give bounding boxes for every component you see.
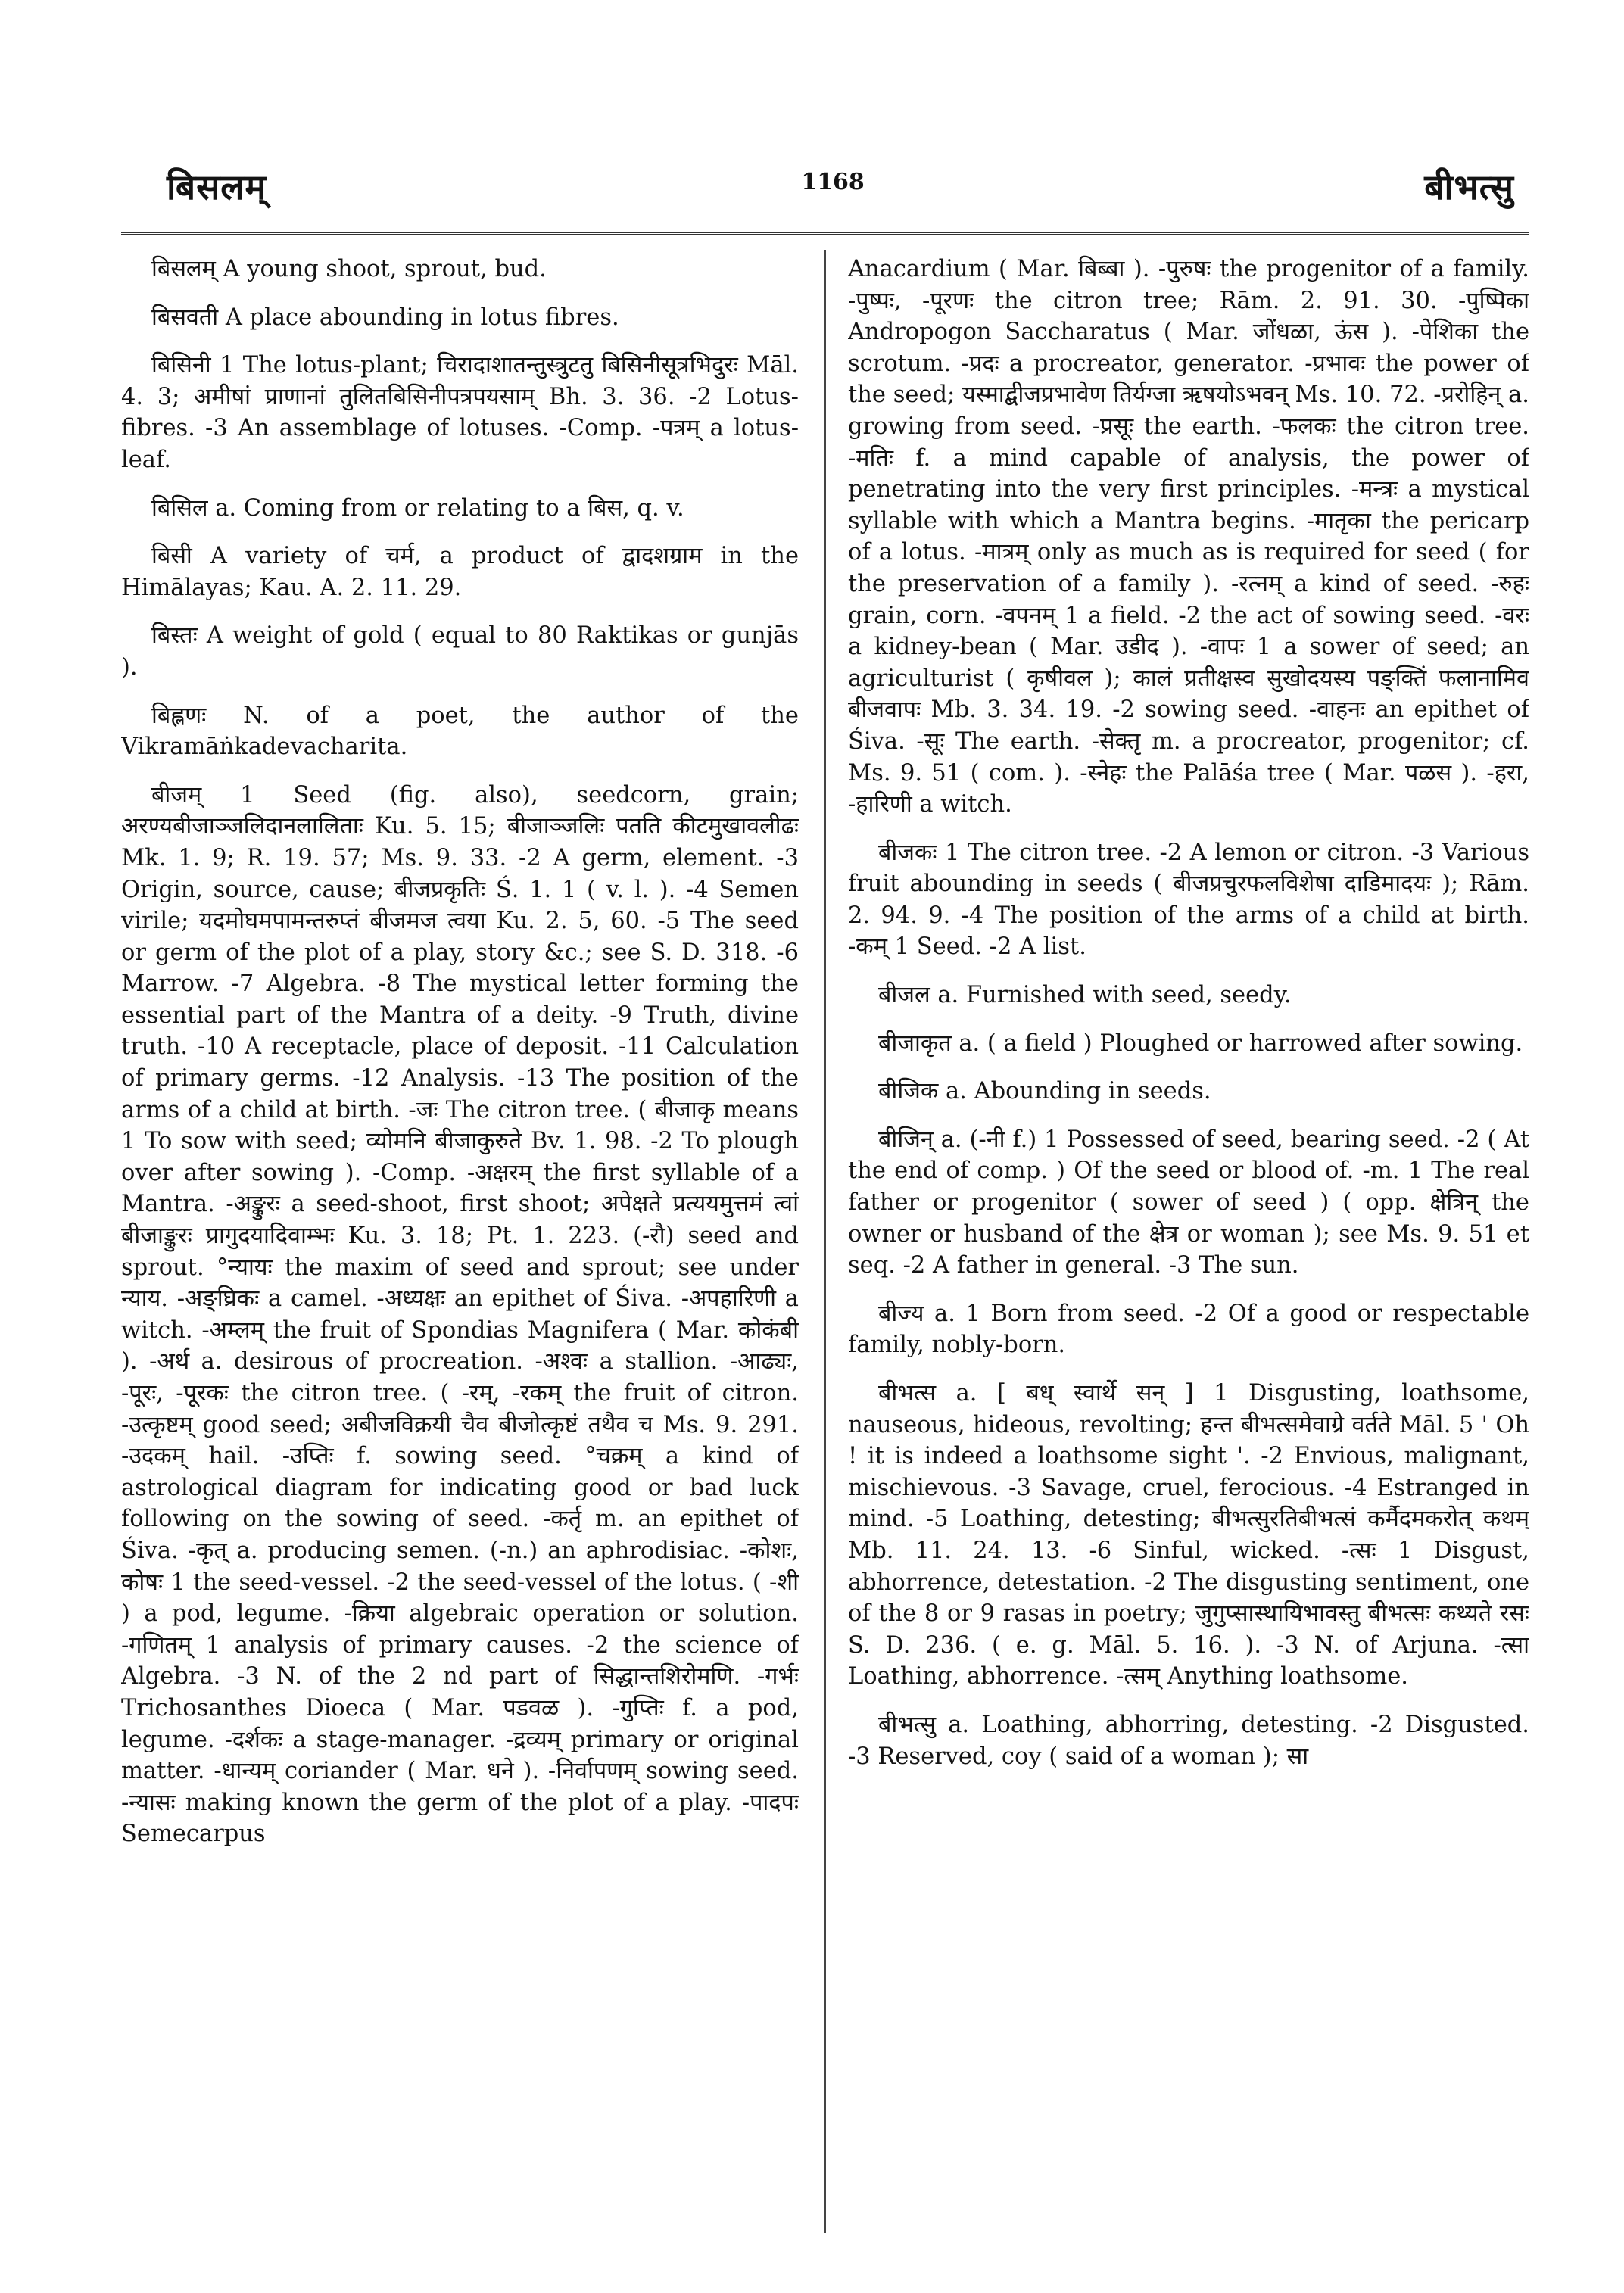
dictionary-entry: बिसी A variety of चर्म, a product of द्वादशग्राम in the Himālayas; Kau. A. 2. 11. 29. bbox=[121, 543, 799, 601]
page-header bbox=[151, 163, 1514, 216]
dictionary-entry: बीजाकृत a. ( a field ) Ploughed or harrowed after sowing. bbox=[878, 1030, 1523, 1057]
header-rule bbox=[121, 232, 1529, 235]
dictionary-entry: बीभत्स a. [ बध् स्वार्थे सन् ] 1 Disgusting, loathsome, nauseous, hideous, revolting; हन्त बीभत्समेवाग्रे वर्तते Māl. 5 ' Oh ! it is indeed a loathsome sight '. -2 Envious, malignant, mischievous. -3 Savage, cruel, ferocious. -4 Estranged in mind. -5 Loathing, detesting; बीभत्सुरतिबीभत्सं कर्मैदमकरोत् कथम् Mb. 11. 24. 13. -6 Sinful, wicked. -त्सः 1 Disgust, abhorrence, detestation. -2 The disgusting sentiment, one of the 8 or 9 rasas in poetry; जुगुप्सास्थायिभावस्तु बीभत्सः कथ्यते रसः S. D. 236. ( e. g. Māl. 5. 16. ). -3 N. of Arjuna. -त्सा Loathing, abhorrence. -त्सम् Anything loathsome. bbox=[848, 1380, 1529, 1690]
dictionary-entry-continued: Anacardium ( Mar. बिब्बा ). -पुरुषः the progenitor of a family. -पुष्पः, -पूरणः the citron tree; Rām. 2. 91. 30. -पुष्पिका Andropogon Saccharatus ( Mar. जोंधळा, ऊंस ). -पेशिका the scrotum. -प्रदः a procreator, generator. -प्रभावः the power of the seed; यस्माद्बीजप्रभावेण तिर्यग्जा ऋषयोऽभवन् Ms. 10. 72. -प्ररोहिन् a. growing from seed. -प्रसूः the earth. -फलकः the citron tree. -मतिः f. a mind capable of analysis, the power of penetrating into the very first principles. -मन्त्रः a mystical syllable with which a Mantra begins. -मातृका the pericarp of a lotus. -मात्रम् only as much as is required for seed ( for the preservation of a family ). -रत्नम् a kind of seed. -रुहः grain, corn. -वपनम् 1 a field. -2 the act of sowing seed. -वरः a kidney-bean ( Mar. उडीद ). -वापः 1 a sower of seed; an agriculturist ( कृषीवल ); कालं प्रतीक्षस्व सुखोदयस्य पङ्क्तिं फलानामिव बीजवापः Mb. 3. 34. 19. -2 sowing seed. -वाहनः an epithet of Śiva. -सूः The earth. -सेक्तृ m. a procreator, progenitor; cf. Ms. 9. 51 ( com. ). -स्नेहः the Palāśa tree ( Mar. पळस ). -हरा, -हारिणी a witch. bbox=[848, 256, 1529, 818]
dictionary-entry: बीभत्सु a. Loathing, abhorring, detesting. -2 Disgusted. -3 Reserved, coy ( said of a woman ); सा bbox=[848, 1711, 1529, 1770]
dictionary-entry: बिस्तः A weight of gold ( equal to 80 Raktikas or gunjās ). bbox=[121, 622, 799, 681]
dictionary-entry: बीज्य a. 1 Born from seed. -2 Of a good or respectable family, nobly-born. bbox=[848, 1300, 1529, 1359]
right-guide-word: बीभत्सु bbox=[1424, 167, 1514, 207]
dictionary-entry: बीजिक a. Abounding in seeds. bbox=[878, 1078, 1211, 1105]
dictionary-entry: बीजम् 1 Seed (fig. also), seedcorn, grain; अरण्यबीजाञ्जलिदानलालिताः Ku. 5. 15; बीजाञ्जलिः पतति कीटमुखावलीढः Mk. 1. 9; R. 19. 57; Ms. 9. 33. -2 A germ, element. -3 Origin, source, cause; बीजप्रकृतिः Ś. 1. 1 ( v. l. ). -4 Semen virile; यदमोघमपामन्तरुप्तं बीजमज त्वया Ku. 2. 5, 60. -5 The seed or germ of the plot of a play, story &c.; see S. D. 318. -6 Marrow. -7 Algebra. -8 The mystical letter forming the essential part of the Mantra of a deity. -9 Truth, divine truth. -10 A receptacle, place of deposit. -11 Calculation of primary germs. -12 Analysis. -13 The position of the arms of a child at birth. -जः The citron tree. ( बीजाकृ means 1 To sow with seed; व्योमनि बीजाकुरुते Bv. 1. 98. -2 To plough over after sowing ). -Comp. -अक्षरम् the first syllable of a Mantra. -अङ्कुरः a seed-shoot, first shoot; अपेक्षते प्रत्ययमुत्तमं त्वां बीजाङ्कुरः प्रागुदयादिवाम्भः Ku. 3. 18; Pt. 1. 223. (-रौ) seed and sprout. °न्यायः the maxim of seed and sprout; see under न्याय. -अङ्घ्रिकः a camel. -अध्यक्षः an epithet of Śiva. -अपहारिणी a witch. -अम्लम् the fruit of Spondias Magnifera ( Mar. कोकंबी ). -अर्थ a. desirous of procreation. -अश्वः a stallion. -आढ्यः, -पूरः, -पूरकः the citron tree. ( -रम्, -रकम् the fruit of citron. -उत्कृष्टम् good seed; अबीजविक्रयी चैव बीजोत्कृष्टं तथैव च Ms. 9. 291. -उदकम् hail. -उप्तिः f. sowing seed. °चक्रम् a kind of astrological diagram for indicating good or bad luck following on the sowing of seed. -कर्तृ m. an epithet of Śiva. -कृत् a. producing semen. (-n.) an aphrodisiac. -कोशः, कोषः 1 the seed-vessel. -2 the seed-vessel of the lotus. ( -शी ) a pod, legume. -क्रिया algebraic operation or solution. -गणितम् 1 analysis of primary causes. -2 the science of Algebra. -3 N. of the 2 nd part of सिद्धान्तशिरोमणि. -गर्भः Trichosanthes Dioeca ( Mar. पडवळ ). -गुप्तिः f. a pod, legume. -दर्शकः a stage-manager. -द्रव्यम् primary or original matter. -धान्यम् coriander ( Mar. धने ). -निर्वापणम् sowing seed. -न्यासः making known the germ of the plot of a play. -पादपः Semecarpus bbox=[121, 781, 799, 1848]
dictionary-entry: बीजल a. Furnished with seed, seedy. bbox=[878, 982, 1292, 1009]
dictionary-entry: बिह्लणः N. of a poet, the author of the Vikramāṅkadevacharita. bbox=[121, 702, 799, 761]
dictionary-entry: बिसवती A place abounding in lotus fibres. bbox=[151, 304, 619, 331]
dictionary-entry: बीजिन् a. (-नी f.) 1 Possessed of seed, bearing seed. -2 ( At the end of comp. ) Of the seed or blood of. -m. 1 The real father or progenitor ( sower of seed ) ( opp. क्षेत्रिन् the owner or husband of the क्षेत्र or woman ); see Ms. 9. 51 et seq. -2 A father in general. -3 The sun. bbox=[848, 1126, 1529, 1279]
left-column bbox=[121, 254, 799, 2245]
column-divider bbox=[824, 250, 826, 2233]
dictionary-entry: बिसिल a. Coming from or relating to a बिस, q. v. bbox=[151, 494, 684, 522]
page-number: 1168 bbox=[801, 169, 865, 195]
dictionary-entry: बिसलम् A young shoot, sprout, bud. bbox=[151, 256, 547, 282]
left-guide-word: बिसलम् bbox=[167, 167, 267, 207]
dictionary-entry: बिसिनी 1 The lotus-plant; चिरादाशातन्तुस्त्रुटतु बिसिनीसूत्रभिदुरः Māl. 4. 3; अमीषां प्राणानां तुलितबिसिनीपत्रपयसाम् Bh. 3. 36. -2 Lotus-fibres. -3 An assemblage of lotuses. -Comp. -पत्रम् a lotus-leaf. bbox=[121, 352, 799, 473]
dictionary-entry: बीजकः 1 The citron tree. -2 A lemon or citron. -3 Various fruit abounding in seeds ( बीजप्रचुरफलविशेषा दाडिमादयः ); Rām. 2. 94. 9. -4 The position of the arms of a child at birth. -कम् 1 Seed. -2 A list. bbox=[848, 839, 1529, 961]
right-column bbox=[848, 254, 1529, 2245]
